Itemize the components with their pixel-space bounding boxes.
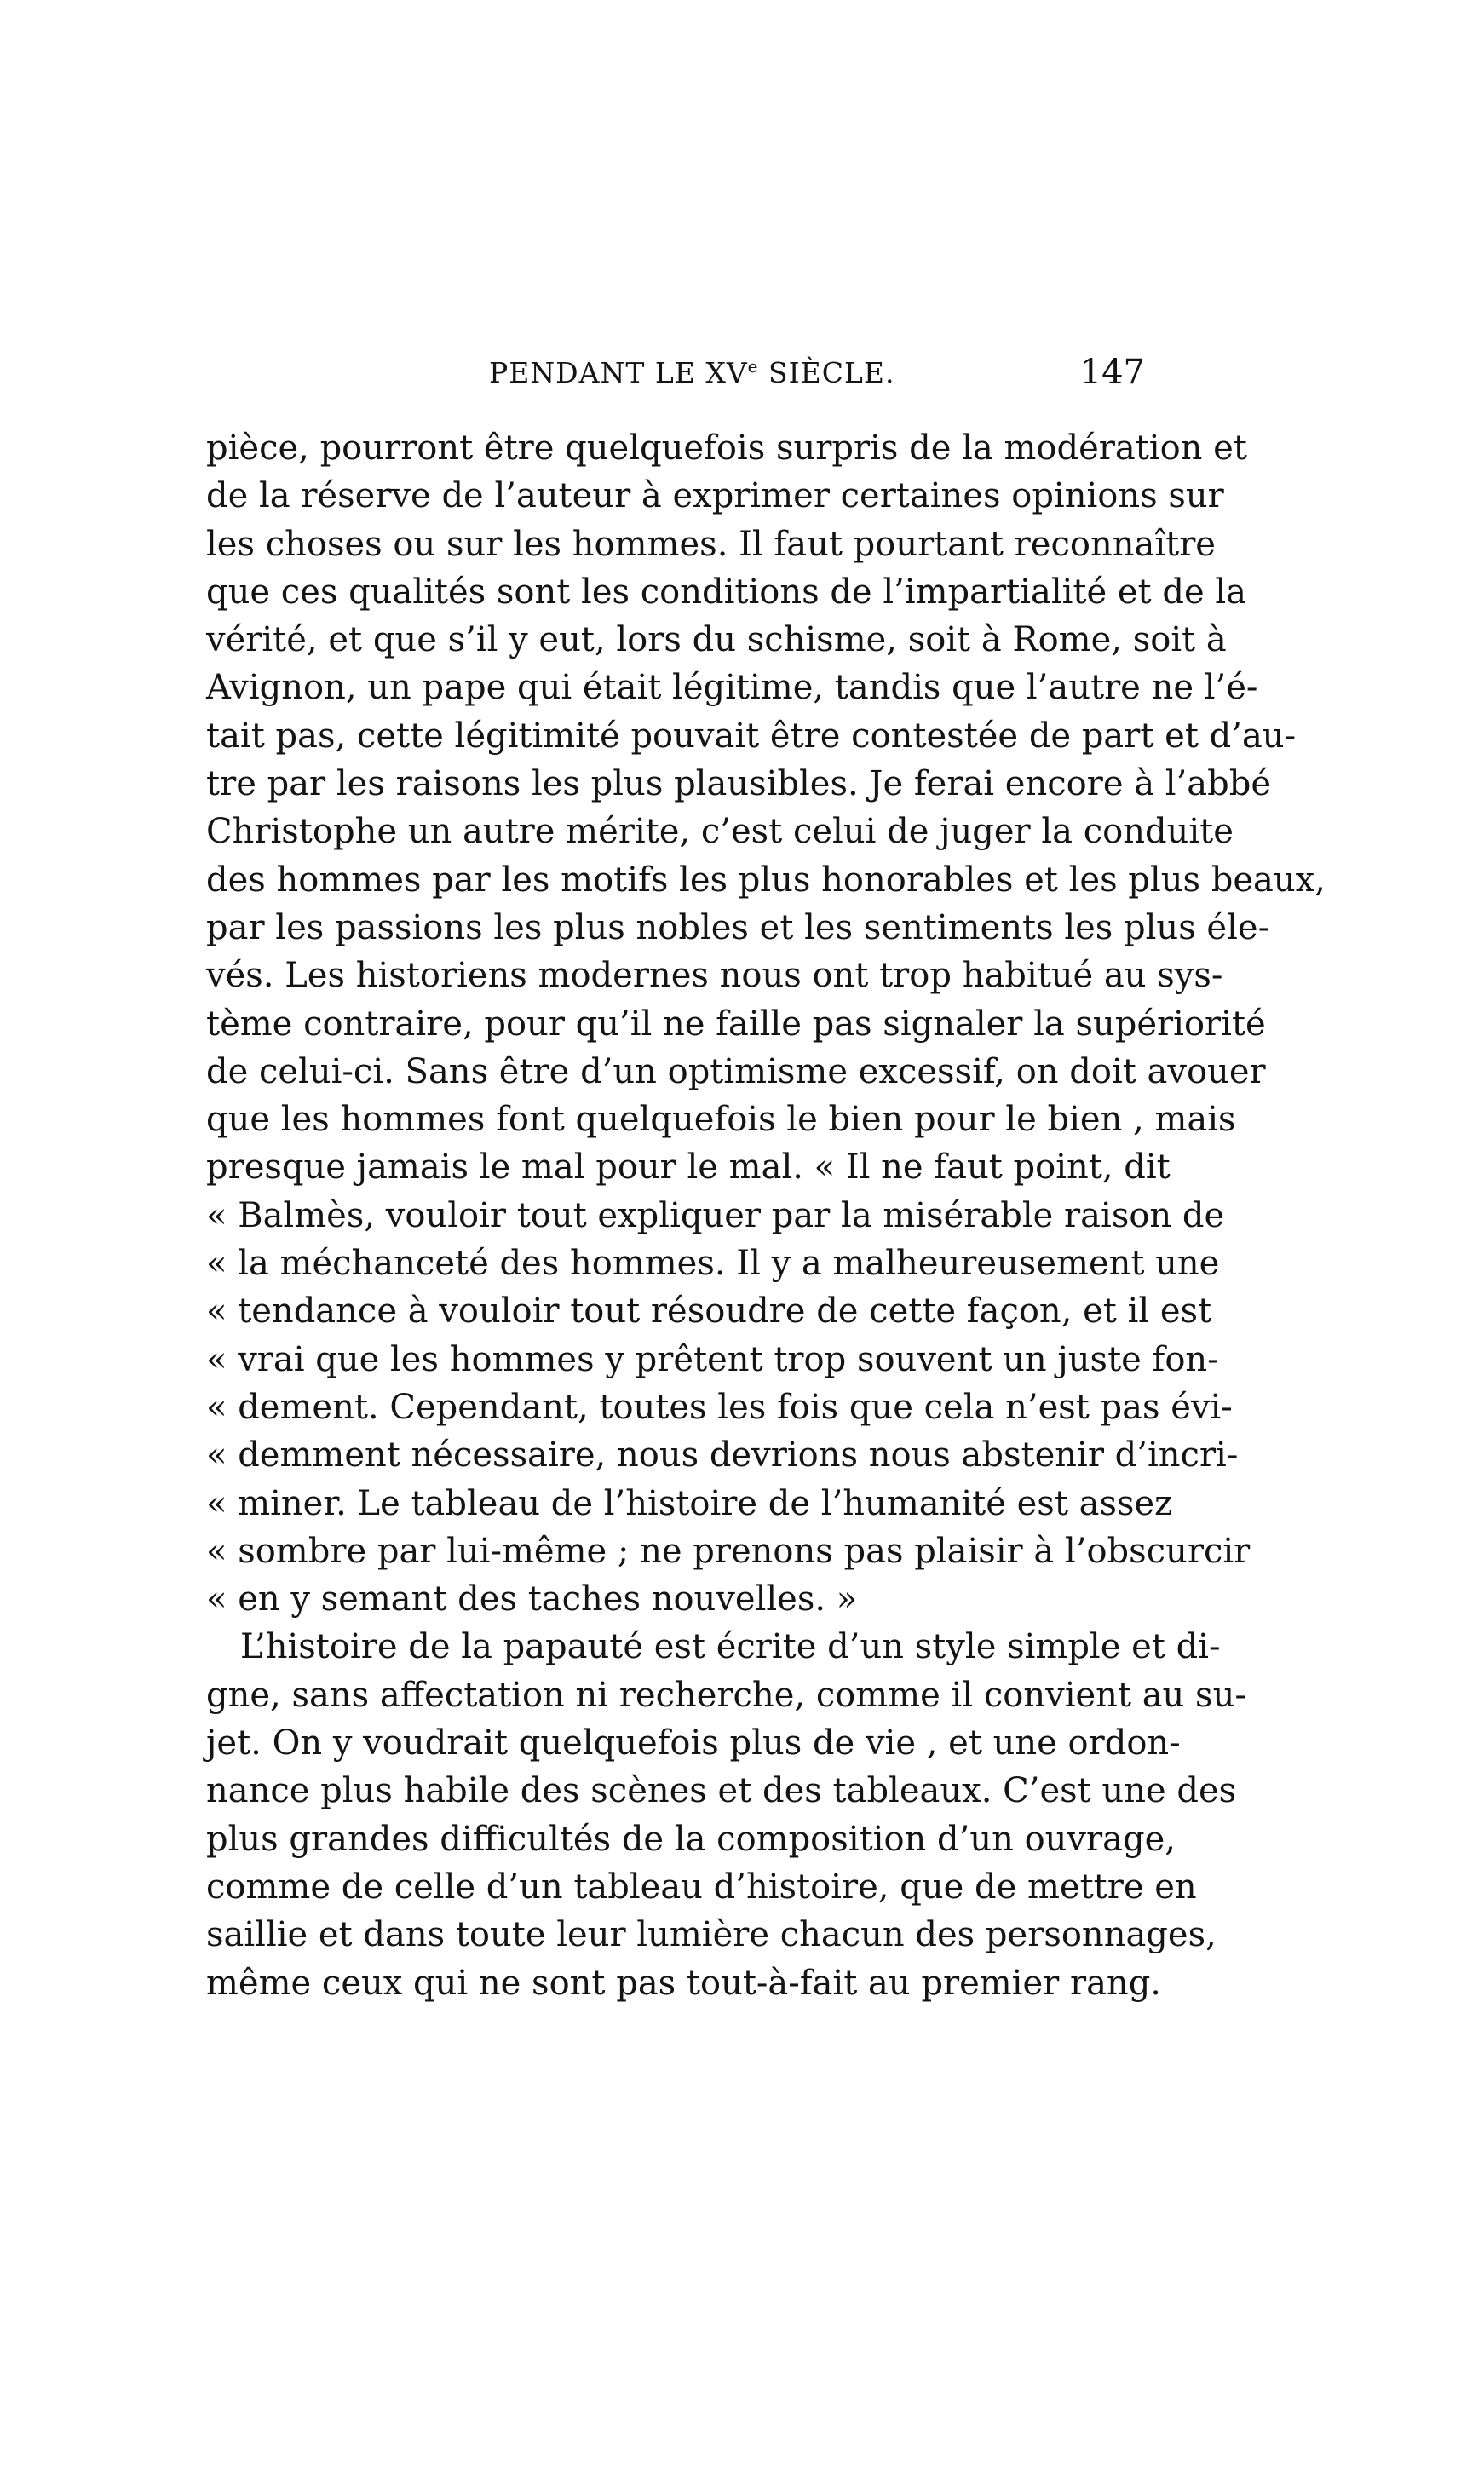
- text-line: tème contraire, pour qu’il ne faille pas signaler la supériorité: [206, 1004, 1266, 1044]
- text-line: tre par les raisons les plus plausibles. Je ferai encore à l’abbé: [206, 764, 1272, 804]
- quote-line: « la méchanceté des hommes. Il y a malheureusement une: [206, 1244, 1220, 1284]
- quote-line: « demment nécessaire, nous devrions nous abstenir d’incri-: [206, 1435, 1239, 1476]
- text-line: que ces qualités sont les conditions de l’impartialité et de la: [206, 572, 1246, 612]
- text-line: Christophe un autre mérite, c’est celui de juger la conduite: [206, 812, 1234, 852]
- text-line: presque jamais le mal pour le mal. « Il ne faut point, dit: [206, 1148, 1171, 1188]
- text-line: pièce, pourront être quelquefois surpris de la modération et: [206, 429, 1247, 468]
- text-line: les choses ou sur les hommes. Il faut pourtant reconnaître: [206, 524, 1216, 564]
- text-line: plus grandes difficultés de la composition d’un ouvrage,: [206, 1819, 1176, 1859]
- quote-line: « tendance à vouloir tout résoudre de cette façon, et il est: [206, 1292, 1212, 1332]
- body-text: [206, 424, 1326, 2007]
- text-line: même ceux qui ne sont pas tout-à-fait au premier rang.: [206, 1963, 1162, 2003]
- text-line: comme de celle d’un tableau d’histoire, que de mettre en: [206, 1867, 1197, 1907]
- page-header: [489, 353, 1145, 407]
- page-number: 147: [1079, 353, 1145, 392]
- text-line: de celui-ci. Sans être d’un optimisme excessif, on doit avouer: [206, 1051, 1266, 1091]
- quote-line: « sombre par lui-même ; ne prenons pas plaisir à l’obscurcir: [206, 1531, 1251, 1571]
- text-line: nance plus habile des scènes et des tableaux. C’est une des: [206, 1771, 1237, 1811]
- text-line: vérité, et que s’il y eut, lors du schisme, soit à Rome, soit à: [206, 620, 1227, 660]
- text-line: de la réserve de l’auteur à exprimer certaines opinions sur: [206, 476, 1224, 516]
- quote-line: « miner. Le tableau de l’histoire de l’humanité est assez: [206, 1483, 1173, 1523]
- text-line: vés. Les historiens modernes nous ont trop habitué au sys-: [206, 956, 1223, 996]
- text-line: que les hommes font quelquefois le bien pour le bien , mais: [206, 1100, 1236, 1140]
- text-line: par les passions les plus nobles et les sentiments les plus éle-: [206, 907, 1270, 947]
- text-line: gne, sans affectation ni recherche, comme il convient au su-: [206, 1675, 1246, 1715]
- text-line: tait pas, cette légitimité pouvait être contestée de part et d’au-: [206, 716, 1297, 756]
- text-line: L’histoire de la papauté est écrite d’un style simple et di-: [240, 1627, 1221, 1667]
- text-line: Avignon, un pape qui était légitime, tandis que l’autre ne l’é-: [206, 668, 1258, 708]
- quote-line: « Balmès, vouloir tout expliquer par la misérable raison de: [206, 1195, 1225, 1235]
- text-line: saillie et dans toute leur lumière chacun des personnages,: [206, 1915, 1217, 1955]
- text-line: jet. On y voudrait quelquefois plus de vie , et une ordon-: [206, 1723, 1181, 1763]
- running-title: PENDANT LE XVe SIÈCLE.: [489, 356, 895, 389]
- quote-line: « en y semant des taches nouvelles. »: [206, 1579, 858, 1619]
- quote-line: « vrai que les hommes y prêtent trop souvent un juste fon-: [206, 1339, 1219, 1379]
- text-line: des hommes par les motifs les plus honorables et les plus beaux,: [206, 860, 1326, 900]
- quote-line: « dement. Cependant, toutes les fois que cela n’est pas évi-: [206, 1387, 1233, 1427]
